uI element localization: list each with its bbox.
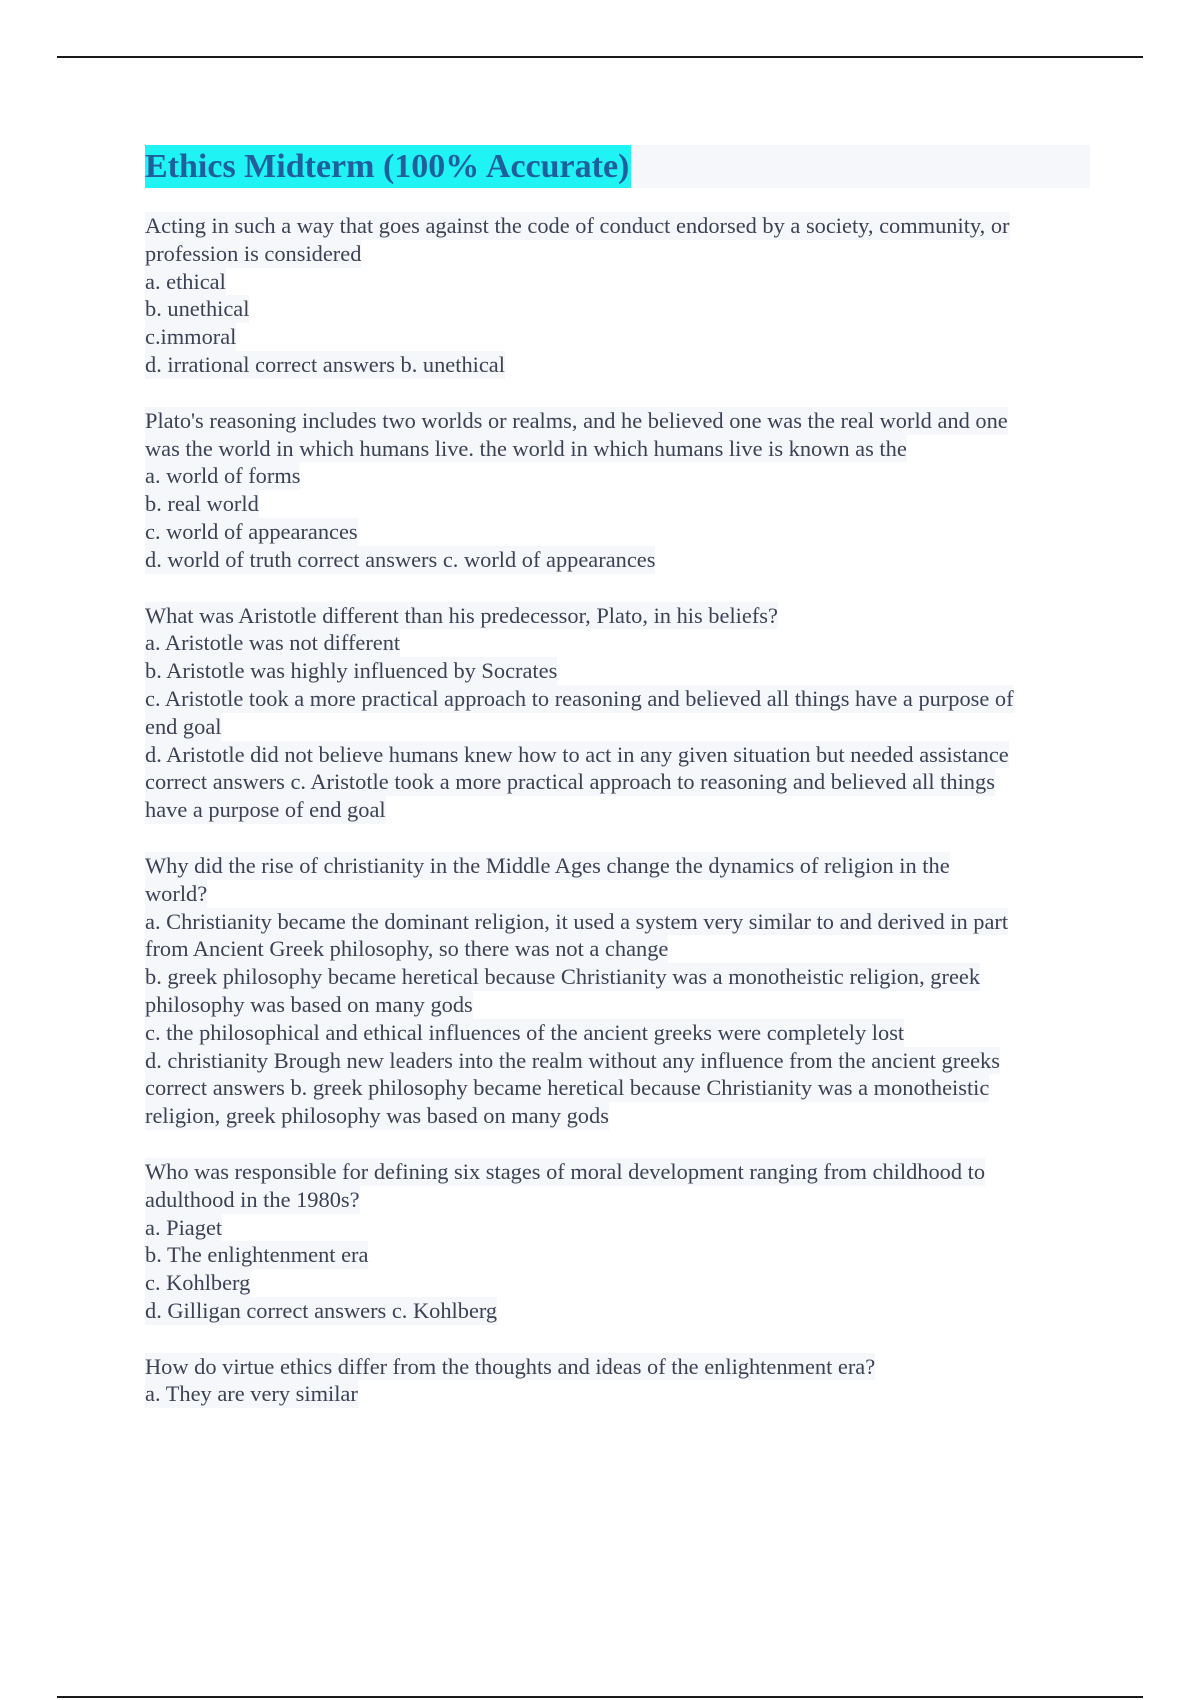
question-list — [145, 212, 1090, 1408]
answer-option-with-correct-answer: d. irrational correct answers b. unethical — [145, 351, 505, 377]
question-line: Who was responsible for defining six stages of moral development ranging from childhood to — [145, 1158, 986, 1184]
answer-option: a. ethical — [145, 268, 226, 294]
answer-option: end goal — [145, 713, 222, 739]
answer-option: philosophy was based on many gods — [145, 991, 473, 1017]
answer-option: b. The enlightenment era — [145, 1242, 369, 1268]
answer-option: b. greek philosophy became heretical because Christianity was a monotheistic religion, greek — [145, 964, 981, 990]
correct-answer-line: have a purpose of end goal — [145, 797, 386, 823]
answer-option: a. Christianity became the dominant religion, it used a system very similar to and derived in part — [145, 908, 1009, 934]
question-5 — [145, 1158, 1090, 1325]
question-1 — [145, 212, 1090, 379]
answer-option: a. Aristotle was not different — [145, 630, 401, 656]
answer-option: c. world of appearances — [145, 518, 358, 544]
correct-answer-line: correct answers b. greek philosophy became heretical because Christianity was a monotheistic — [145, 1075, 990, 1101]
question-line: Acting in such a way that goes against the code of conduct endorsed by a society, community, or — [145, 213, 1010, 238]
answer-option-with-correct-answer: d. world of truth correct answers c. world of appearances — [145, 546, 656, 572]
answer-option: d. christianity Brough new leaders into the realm without any influence from the ancient greeks — [145, 1047, 1000, 1073]
title-band — [145, 145, 1090, 188]
answer-option: c. Kohlberg — [145, 1270, 251, 1296]
question-3 — [145, 602, 1090, 824]
question-line: world? — [145, 880, 208, 906]
answer-option: b. Aristotle was highly influenced by Socrates — [145, 658, 558, 684]
question-line: How do virtue ethics differ from the thoughts and ideas of the enlightenment era? — [145, 1353, 876, 1379]
answer-option: b. unethical — [145, 296, 250, 322]
answer-option: c. the philosophical and ethical influences of the ancient greeks were completely lost — [145, 1019, 905, 1045]
answer-option: a. They are very similar — [145, 1381, 358, 1407]
question-line: was the world in which humans live. the world in which humans live is known as the — [145, 435, 907, 461]
answer-option: c.immoral — [145, 324, 237, 350]
question-line: profession is considered — [145, 240, 362, 266]
question-line: adulthood in the 1980s? — [145, 1186, 360, 1212]
answer-option: c. Aristotle took a more practical approach to reasoning and believed all things have a purpose of — [145, 685, 1014, 711]
correct-answer-line: correct answers c. Aristotle took a more practical approach to reasoning and believed all things — [145, 769, 995, 795]
answer-option: d. Aristotle did not believe humans knew how to act in any given situation but needed assistance — [145, 741, 1009, 767]
question-6 — [145, 1353, 1090, 1409]
correct-answer-line: religion, greek philosophy was based on many gods — [145, 1103, 609, 1129]
answer-option: a. Piaget — [145, 1214, 223, 1240]
document-title: Ethics Midterm (100% Accurate) — [145, 145, 631, 188]
question-4 — [145, 852, 1090, 1130]
question-line: Plato's reasoning includes two worlds or realms, and he believed one was the real world and one — [145, 407, 1008, 433]
document-body — [145, 145, 1090, 1436]
answer-option: a. world of forms — [145, 463, 301, 489]
answer-option: b. real world — [145, 491, 259, 517]
bottom-rule — [57, 1696, 1143, 1698]
answer-option: from Ancient Greek philosophy, so there was not a change — [145, 936, 669, 962]
answer-option-with-correct-answer: d. Gilligan correct answers c. Kohlberg — [145, 1297, 498, 1323]
question-2 — [145, 407, 1090, 574]
question-line: What was Aristotle different than his predecessor, Plato, in his beliefs? — [145, 602, 778, 628]
top-rule — [57, 56, 1143, 58]
question-line: Why did the rise of christianity in the Middle Ages change the dynamics of religion in the — [145, 852, 950, 878]
